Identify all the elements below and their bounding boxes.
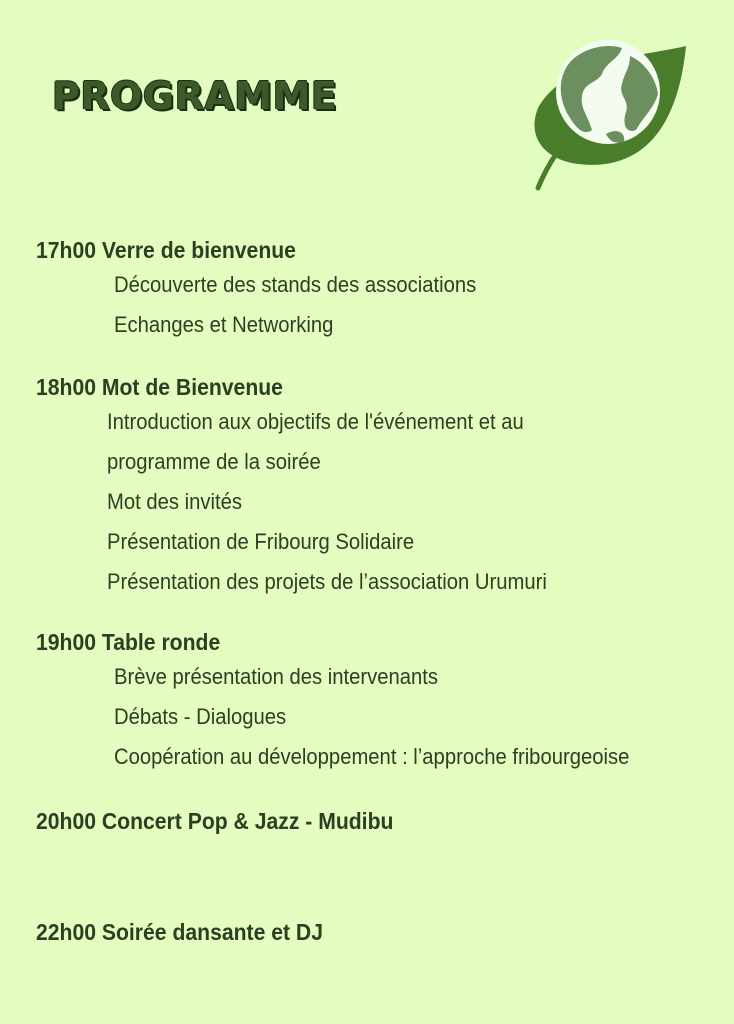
list-item: Mot des invités — [107, 489, 242, 514]
list-item: Coopération au développement : l’approche fribourgeoise — [114, 744, 630, 769]
section-20h00 — [36, 806, 425, 836]
section-heading: 19h00 Table ronde — [36, 629, 221, 655]
page-title: PROGRAMME — [52, 74, 338, 118]
list-item: Introduction aux objectifs de l'événement et au — [107, 409, 524, 434]
section-heading: 22h00 Soirée dansante et DJ — [36, 919, 323, 945]
list-item: Présentation des projets de l’association Urumuri — [107, 569, 547, 594]
globe-leaf-icon — [526, 38, 692, 192]
list-item: Echanges et Networking — [114, 312, 334, 337]
list-item: Présentation de Fribourg Solidaire — [107, 529, 415, 554]
section-22h00 — [36, 917, 348, 947]
section-19h00 — [36, 627, 674, 777]
list-item: Découverte des stands des associations — [114, 272, 477, 297]
section-heading: 20h00 Concert Pop & Jazz - Mudibu — [36, 808, 394, 834]
section-heading: 17h00 Verre de bienvenue — [36, 237, 296, 263]
section-17h00 — [36, 235, 508, 345]
list-item: programme de la soirée — [107, 449, 321, 474]
section-18h00 — [36, 372, 585, 602]
section-heading: 18h00 Mot de Bienvenue — [36, 374, 283, 400]
list-item: Débats - Dialogues — [114, 704, 287, 729]
list-item: Brève présentation des intervenants — [114, 664, 439, 689]
